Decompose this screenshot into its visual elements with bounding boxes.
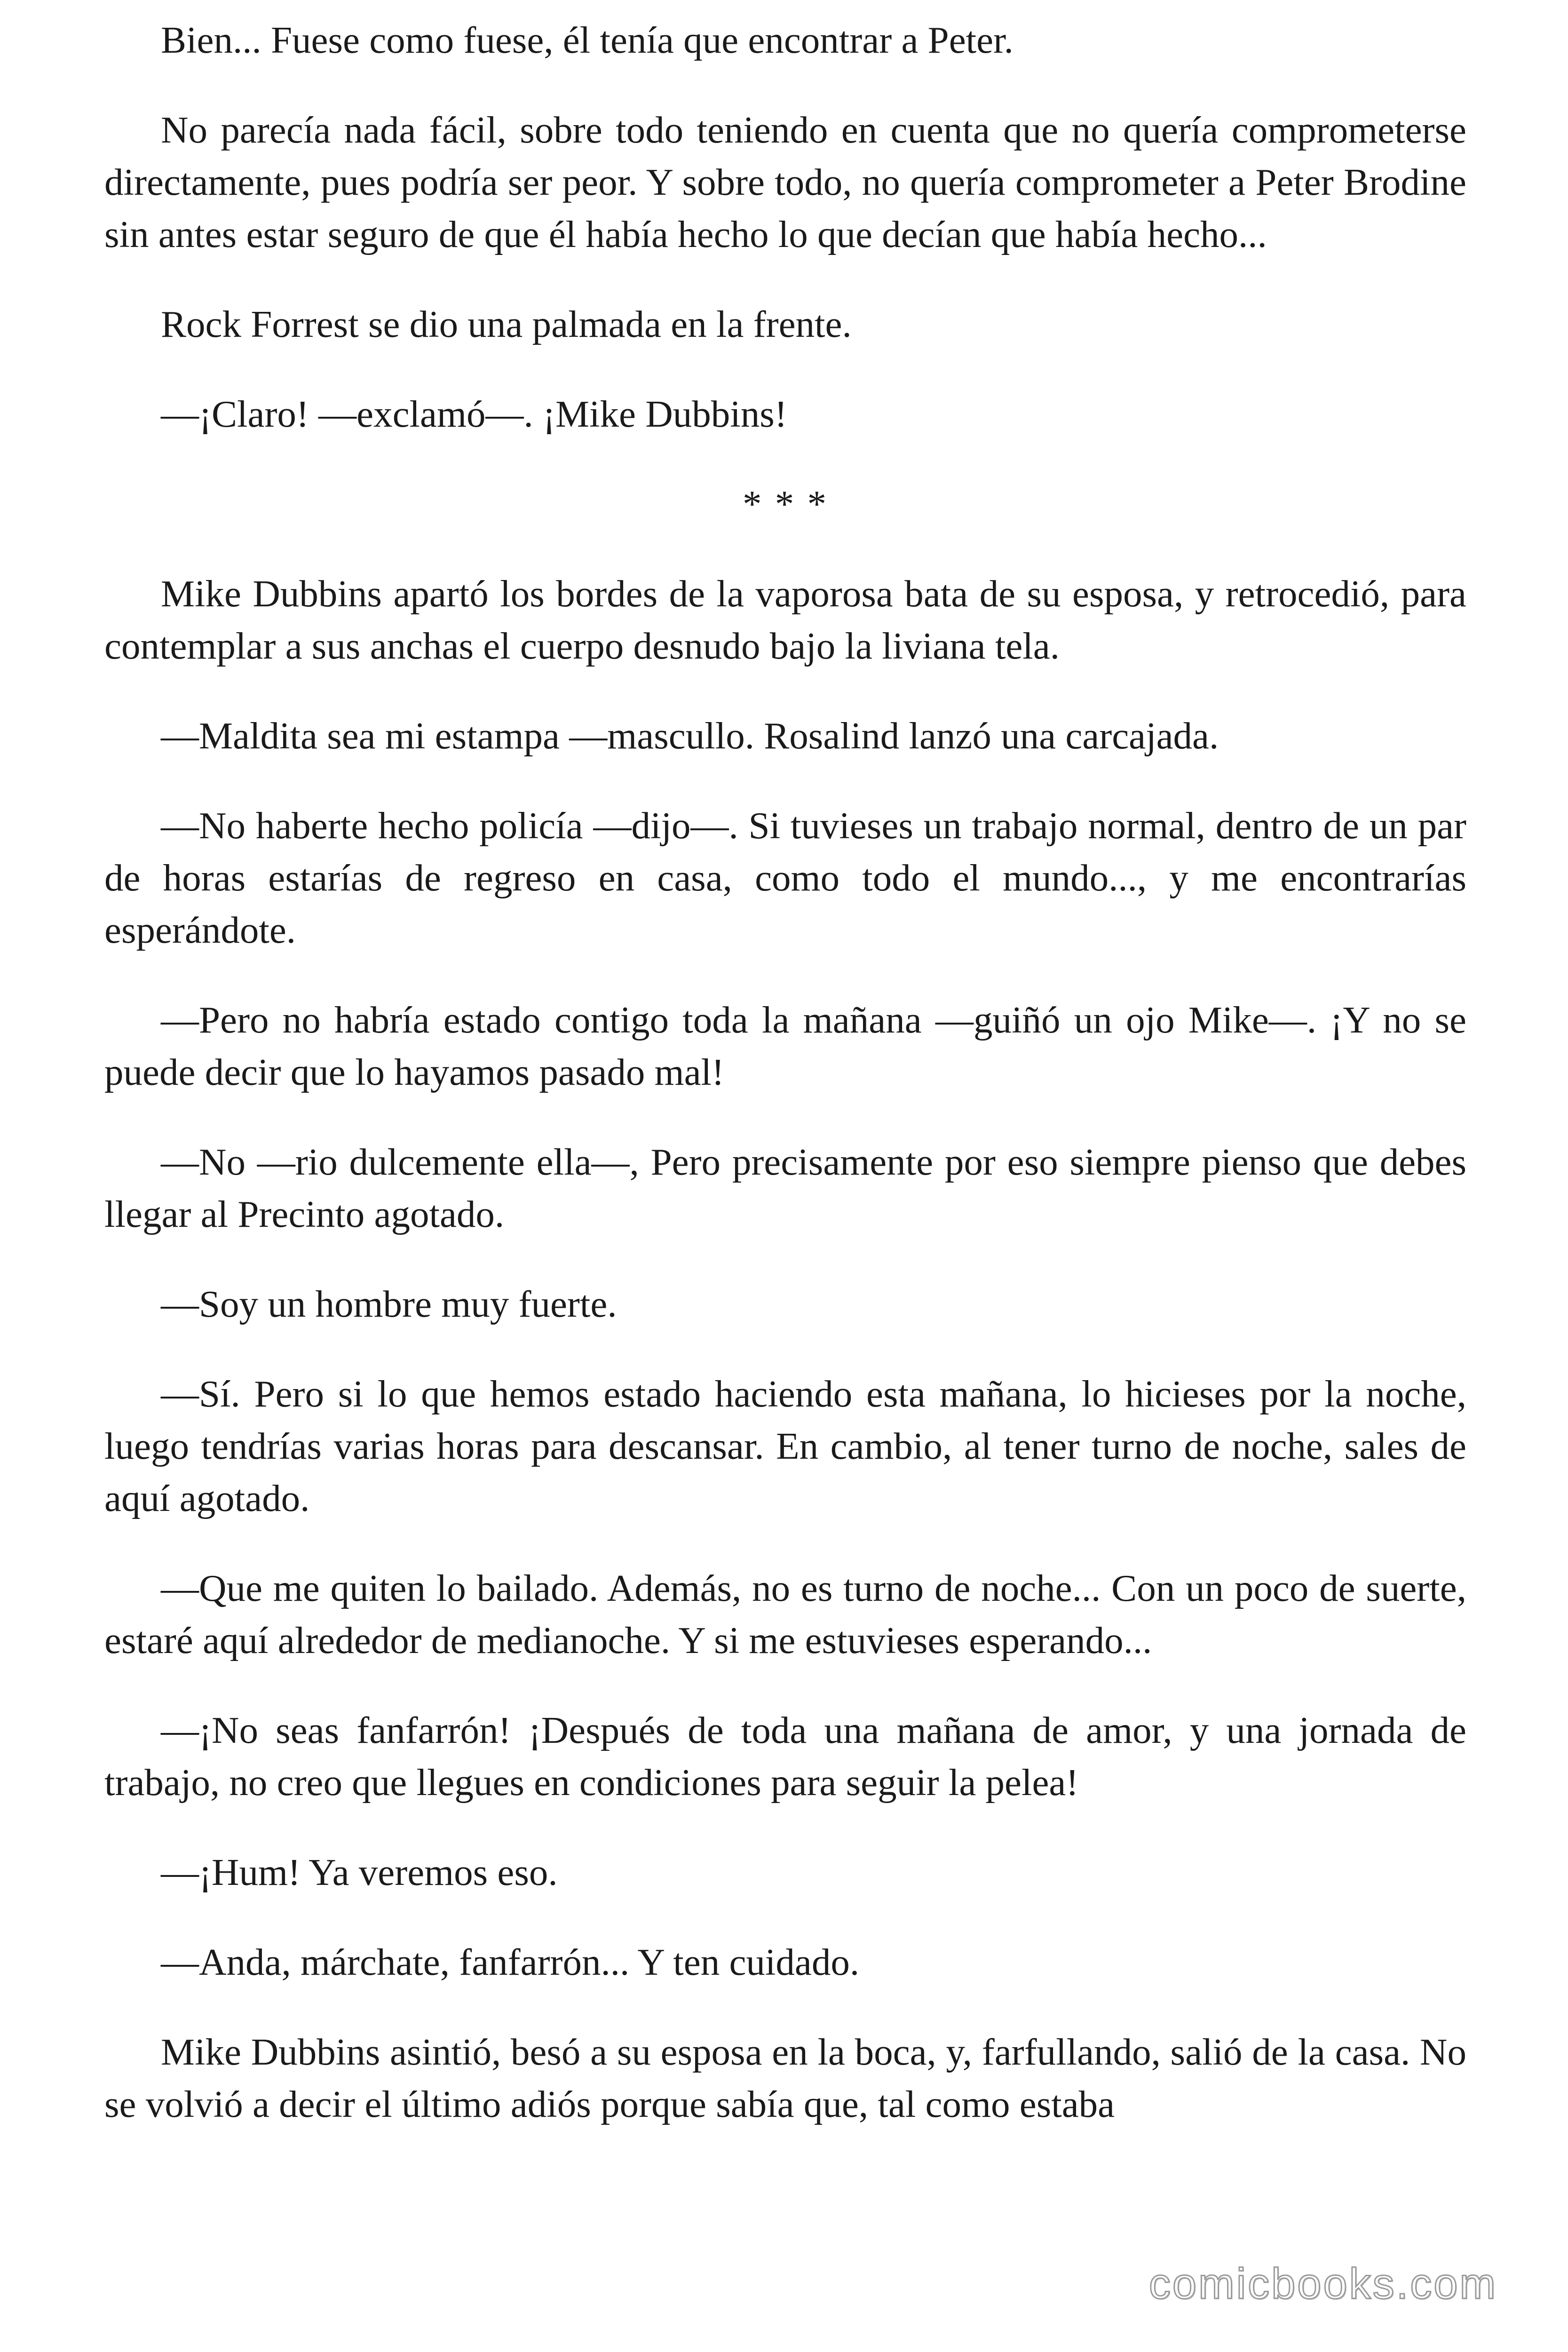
paragraph: —Anda, márchate, fanfarrón... Y ten cuidado.: [161, 1941, 860, 1983]
document-page: [104, 14, 1466, 2130]
paragraph: —Maldita sea mi estampa —mascullo. Rosalind lanzó una carcajada.: [161, 715, 1219, 757]
paragraph: —¡No seas fanfarrón! ¡Después de toda una mañana de amor, y una jornada de trabajo, no creo que llegues en condiciones para seguir la pelea!: [104, 1709, 1466, 1804]
paragraph: —Sí. Pero si lo que hemos estado haciendo esta mañana, lo hicieses por la noche, luego tendrías varias horas para descansar. En cambio, al tener turno de noche, sales de aquí agotado.: [104, 1373, 1466, 1519]
paragraph: Mike Dubbins asintió, besó a su esposa en la boca, y, farfullando, salió de la casa. No se volvió a decir el último adiós porque sabía que, tal como estaba: [104, 2031, 1466, 2125]
watermark-logo: comicbooks.com: [1148, 2260, 1497, 2308]
section-separator: * * *: [743, 483, 828, 525]
paragraph: No parecía nada fácil, sobre todo teniendo en cuenta que no quería comprometerse directamente, pues podría ser peor. Y sobre todo, no quería comprometer a Peter Brodine sin antes estar seguro de que él había hecho lo que decían que había hecho...: [104, 109, 1466, 255]
paragraph: —No haberte hecho policía —dijo—. Si tuvieses un trabajo normal, dentro de un par de horas estarías de regreso en casa, como todo el mundo..., y me encontrarías esperándote.: [104, 804, 1466, 951]
paragraph: Bien... Fuese como fuese, él tenía que encontrar a Peter.: [161, 19, 1014, 61]
paragraph: —¡Claro! —exclamó—. ¡Mike Dubbins!: [161, 393, 787, 435]
paragraph: Mike Dubbins apartó los bordes de la vaporosa bata de su esposa, y retrocedió, para contemplar a sus anchas el cuerpo desnudo bajo la liviana tela.: [104, 572, 1466, 667]
paragraph: Rock Forrest se dio una palmada en la frente.: [161, 303, 852, 345]
paragraph: —Que me quiten lo bailado. Además, no es turno de noche... Con un poco de suerte, estaré aquí alrededor de medianoche. Y si me estuvieses esperando...: [104, 1567, 1466, 1661]
paragraph: —¡Hum! Ya veremos eso.: [161, 1851, 558, 1893]
paragraph: —Soy un hombre muy fuerte.: [161, 1283, 617, 1325]
paragraph: —No —rio dulcemente ella—, Pero precisamente por eso siempre pienso que debes llegar al Precinto agotado.: [104, 1141, 1466, 1235]
paragraph: —Pero no habría estado contigo toda la mañana —guiñó un ojo Mike—. ¡Y no se puede decir que lo hayamos pasado mal!: [104, 999, 1466, 1093]
